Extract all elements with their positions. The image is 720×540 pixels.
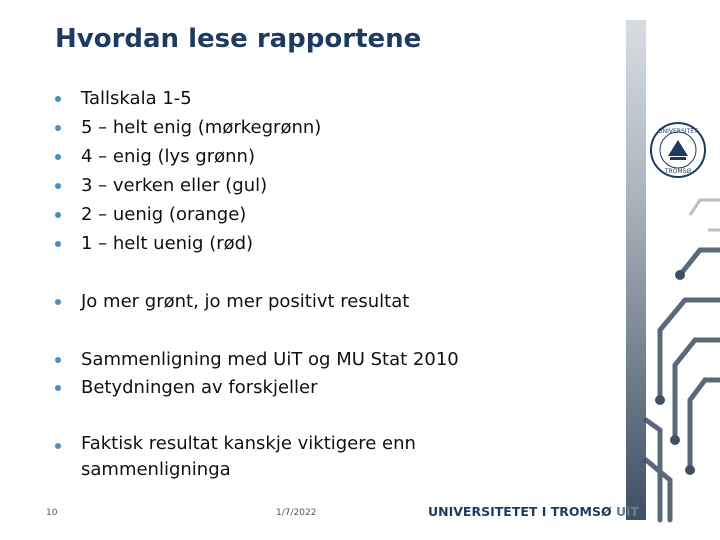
bullet-dot-icon bbox=[55, 154, 61, 160]
logo-text: UNIVERSITETET I TROMSØ bbox=[428, 504, 612, 519]
bullet-dot-icon bbox=[55, 212, 61, 218]
svg-text:UNIVERSITET: UNIVERSITET bbox=[658, 128, 698, 135]
bullet-dot-icon bbox=[55, 125, 61, 131]
logo-suffix: UiT bbox=[615, 504, 639, 519]
list-item-text: 4 – enig (lys grønn) bbox=[81, 146, 255, 167]
university-seal-icon bbox=[648, 120, 708, 180]
svg-text:TROMSØ: TROMSØ bbox=[664, 168, 692, 175]
bullet-dot-icon bbox=[55, 443, 61, 449]
slide-date: 1/7/2022 bbox=[276, 508, 317, 518]
list-item-text: 3 – verken eller (gul) bbox=[81, 175, 268, 196]
bullet-dot-icon bbox=[55, 241, 61, 247]
list-item-text: Tallskala 1-5 bbox=[81, 88, 192, 109]
list-item-text: 1 – helt uenig (rød) bbox=[81, 233, 254, 254]
decorative-circuit-band bbox=[600, 0, 720, 540]
list-item-text: Betydningen av forskjeller bbox=[81, 377, 318, 398]
list-item-text: Jo mer grønt, jo mer positivt resultat bbox=[81, 291, 410, 312]
bullet-dot-icon bbox=[55, 96, 61, 102]
list-item-text: Sammenligning med UiT og MU Stat 2010 bbox=[81, 349, 459, 370]
bullet-dot-icon bbox=[55, 183, 61, 189]
bullet-dot-icon bbox=[55, 357, 61, 363]
university-logo bbox=[428, 504, 639, 519]
list-item-text: 5 – helt enig (mørkegrønn) bbox=[81, 117, 322, 138]
list-item-text: Faktisk resultat kanskje viktigere enn sammenligninga bbox=[81, 433, 416, 480]
bullet-dot-icon bbox=[55, 299, 61, 305]
list-item-text: 2 – uenig (orange) bbox=[81, 204, 247, 225]
slide-title: Hvordan lese rapportene bbox=[55, 24, 422, 54]
page-number: 10 bbox=[46, 508, 58, 518]
bullet-dot-icon bbox=[55, 385, 61, 391]
